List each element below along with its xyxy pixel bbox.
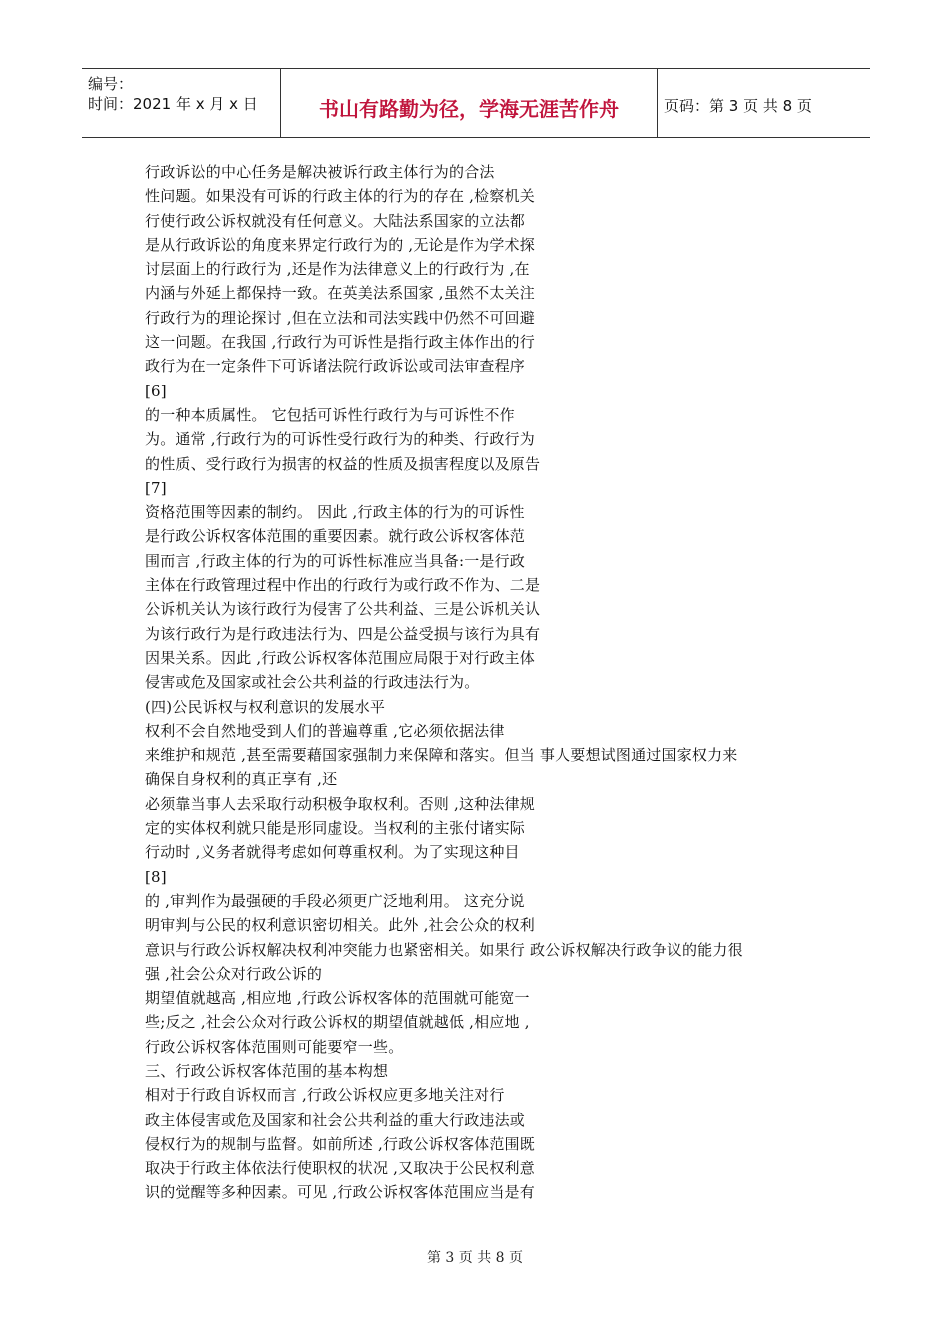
body-text-line: 行政诉讼的中心任务是解决被诉行政主体行为的合法 [145, 163, 495, 181]
body-text-line: 三、行政公诉权客体范围的基本构想 [145, 1061, 389, 1080]
body-text-line: 政行为在一定条件下可诉诸法院行政诉讼或司法审查程序 [145, 357, 526, 376]
header-page-number: 页码：第 3 页 共 8 页 [664, 97, 812, 115]
body-text-line: 期望值就越高 ,相应地 ,行政公诉权客体的范围就可能宽一 [145, 989, 530, 1008]
body-text-line: 权利不会自然地受到人们的普遍尊重 ,它必须依据法律 [145, 721, 505, 740]
body-text-line: 公诉机关认为该行政行为侵害了公共利益、三是公诉机关认 [145, 600, 541, 619]
body-text-line: 资格范围等因素的制约。 因此 ,行政主体的行为的可诉性 [145, 503, 525, 522]
body-text-line: 相对于行政自诉权而言 ,行政公诉权应更多地关注对行 [145, 1086, 505, 1105]
body-text-line: 确保自身权利的真正享有 ,还 [145, 770, 338, 789]
body-text-line: [6] [145, 381, 167, 400]
header-page-cell [658, 69, 870, 137]
body-text-line: 的一种本质属性。 它包括可诉性行政行为与可诉性不作 [145, 405, 515, 424]
body-text-line: 侵权行为的规制与监督。如前所述 ,行政公诉权客体范围既 [145, 1134, 535, 1153]
body-text-line: 识的觉醒等多种因素。可见 ,行政公诉权客体范围应当是有 [145, 1183, 535, 1202]
body-text-line: 围而言 ,行政主体的行为的可诉性标准应当具备:一是行政 [145, 551, 525, 570]
body-text-line: 强 ,社会公众对行政公诉的 [145, 964, 323, 983]
body-text-line: 性问题。如果没有可诉的行政主体的行为的存在 ,检察机关 [145, 187, 535, 206]
body-text-line: [7] [145, 478, 167, 497]
page-footer: 第 3 页 共 8 页 [426, 1250, 524, 1266]
header-motto-cell [281, 69, 658, 137]
body-text-line: 这一问题。在我国 ,行政行为可诉性是指行政主体作出的行 [145, 333, 535, 352]
body-text-line: 主体在行政管理过程中作出的行政行为或行政不作为、二是 [145, 576, 541, 595]
body-text-line: 政主体侵害或危及国家和社会公共利益的重大行政违法或 [145, 1110, 526, 1129]
body-text-line: 明审判与公民的权利意识密切相关。此外 ,社会公众的权利 [145, 916, 535, 935]
body-text-line: 内涵与外延上都保持一致。在英美法系国家 ,虽然不太关注 [145, 284, 535, 303]
body-text-line: 因果关系。因此 ,行政公诉权客体范围应局限于对行政主体 [145, 648, 535, 667]
document-body [145, 160, 865, 1205]
body-text-line: [8] [145, 867, 167, 886]
body-text-line: 些;反之 ,社会公众对行政公诉权的期望值就越低 ,相应地 , [145, 1013, 530, 1032]
body-text-line: (四)公民诉权与权利意识的发展水平 [145, 697, 386, 716]
body-text-line: 来维护和规范 ,甚至需要藉国家强制力来保障和落实。但当 事人要想试图通过国家权力来 [145, 746, 738, 765]
body-text-line: 的性质、受行政行为损害的权益的性质及损害程度以及原告 [145, 454, 541, 473]
document-date-label: 时间：2021 年 x 月 x 日 [88, 95, 258, 113]
page-header [82, 68, 870, 138]
header-motto: 书山有路勤为径，学海无涯苦作舟 [319, 97, 619, 121]
body-text-line: 行政行为的理论探讨 ,但在立法和司法实践中仍然不可回避 [145, 308, 535, 327]
body-text-line: 是从行政诉讼的角度来界定行政行为的 ,无论是作为学术探 [145, 235, 535, 254]
body-text-line: 定的实体权利就只能是形同虚设。当权利的主张付诸实际 [145, 819, 526, 838]
body-text-line: 的 ,审判作为最强硬的手段必须更广泛地利用。 这充分说 [145, 891, 525, 910]
body-text-line: 行政公诉权客体范围则可能要窄一些。 [145, 1037, 404, 1056]
body-text-line: 为。通常 ,行政行为的可诉性受行政行为的种类、行政行为 [145, 430, 535, 449]
body-text-line: 是行政公诉权客体范围的重要因素。就行政公诉权客体范 [145, 527, 526, 546]
body-text-line: 必须靠当事人去采取行动积极争取权利。否则 ,这种法律规 [145, 794, 535, 813]
body-text-line: 为该行政行为是行政违法行为、四是公益受损与该行为具有 [145, 624, 541, 643]
body-text-line: 取决于行政主体依法行使职权的状况 ,又取决于公民权利意 [145, 1159, 535, 1178]
body-text-line: 行使行政公诉权就没有任何意义。大陆法系国家的立法都 [145, 211, 526, 230]
body-text-line: 行动时 ,义务者就得考虑如何尊重权利。为了实现这种目 [145, 843, 520, 862]
body-text-line: 侵害或危及国家或社会公共利益的行政违法行为。 [145, 673, 480, 692]
body-text-line: 讨层面上的行政行为 ,还是作为法律意义上的行政行为 ,在 [145, 260, 530, 279]
document-number-label: 编号： [88, 75, 134, 93]
body-text-line: 意识与行政公诉权解决权利冲突能力也紧密相关。如果行 政公诉权解决行政争议的能力很 [145, 940, 743, 959]
header-meta-cell [82, 69, 281, 137]
